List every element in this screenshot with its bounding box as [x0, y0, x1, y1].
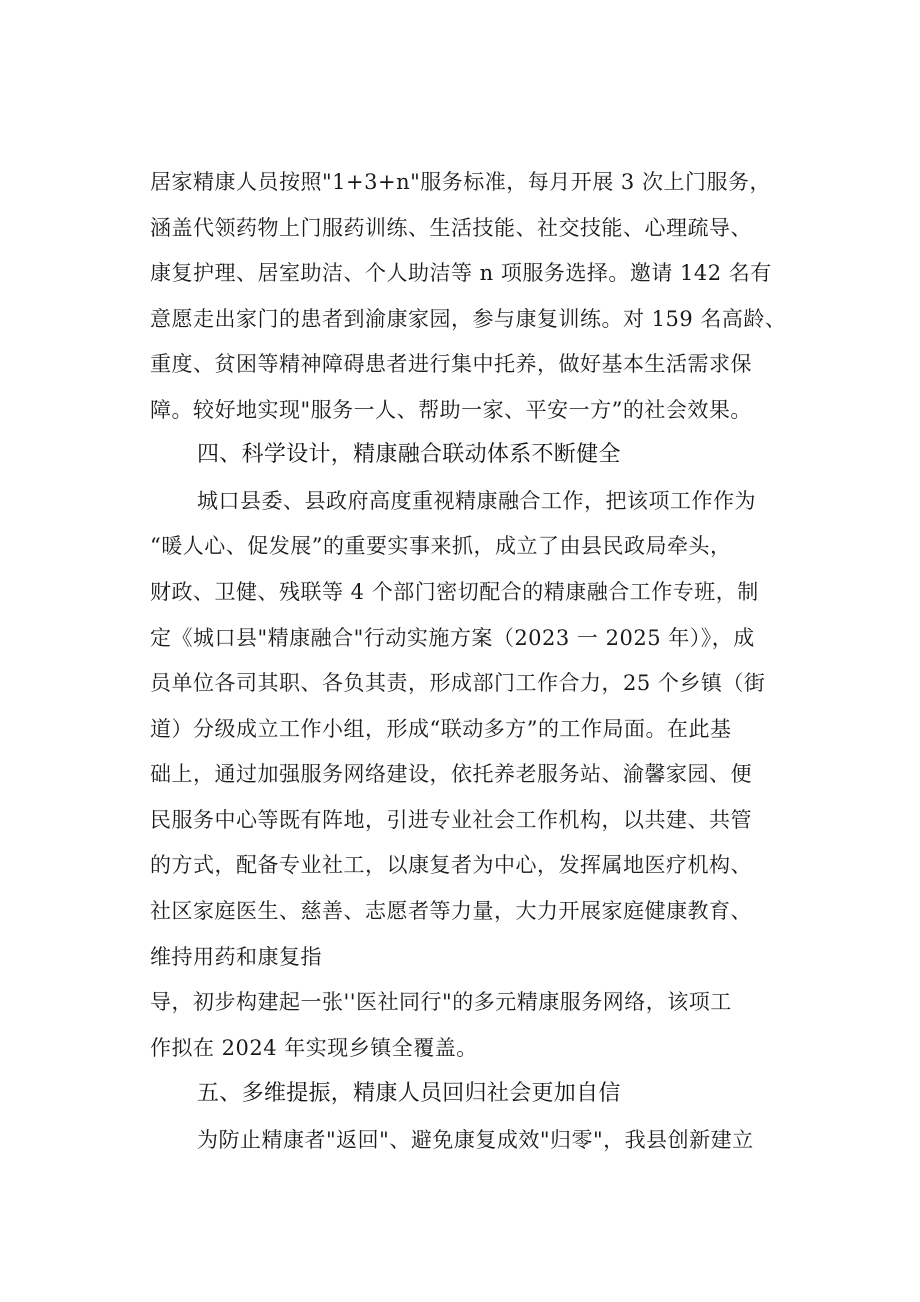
body-text-line: “暖人心、促发展”的重要实事来抓，成立了由县民政局牵头，: [150, 534, 732, 558]
section-heading-5: 五、多维提振，精康人员回归社会更加自信: [197, 1081, 621, 1106]
body-text-line: 础上，通过加强服务网络建设，依托养老服务站、渝馨家园、便: [150, 762, 752, 786]
body-text-line: 意愿走出家门的患者到渝康家园，参与康复训练。对 159 名高龄、: [150, 307, 787, 331]
body-text-line: 为防止精康者"返回"、避免康复成效"归零"，我县创新建立: [197, 1128, 754, 1152]
body-text-line: 道）分级成立工作小组，形成“联动多方”的工作局面。在此基: [150, 717, 732, 741]
body-text-line: 重度、贫困等精神障碍患者进行集中托养，做好基本生活需求保: [150, 352, 752, 376]
body-text-line: 员单位各司其职、各负其责，形成部门工作合力，25 个乡镇（街: [150, 671, 766, 695]
body-text-line: 民服务中心等既有阵地，引进专业社会工作机构，以共建、共管: [150, 808, 752, 832]
body-text-line: 社区家庭医生、慈善、志愿者等力量，大力开展家庭健康教育、: [150, 899, 752, 923]
body-text-line: 导，初步构建起一张''医社同行"的多元精康服务网络，该项工: [150, 990, 732, 1014]
section-heading-4: 四、科学设计，精康融合联动体系不断健全: [197, 442, 621, 467]
body-text-line: 康复护理、居室助洁、个人助洁等 n 项服务选择。邀请 142 名有: [150, 261, 772, 285]
body-text-line: 涵盖代领药物上门服药训练、生活技能、社交技能、心理疏导、: [150, 216, 752, 240]
body-text-line: 的方式，配备专业社工，以康复者为中心，发挥属地医疗机构、: [150, 853, 752, 877]
body-text-line: 作拟在 2024 年实现乡镇全覆盖。: [150, 1036, 478, 1060]
body-text-line: 财政、卫健、残联等 4 个部门密切配合的精康融合工作专班，制: [150, 580, 759, 604]
body-text-line: 居家精康人员按照"1+3+n"服务标准，每月开展 3 次上门服务，: [150, 170, 771, 194]
body-text-line: 障。较好地实现"服务一人、帮助一家、平安一方”的社会效果。: [150, 398, 752, 422]
body-text-line: 城口县委、县政府高度重视精康融合工作，把该项工作作为: [197, 489, 756, 513]
body-text-line: 定《城口县"精康融合"行动实施方案（2023 一 2025 年）》，成: [150, 626, 755, 650]
body-text-line: 维持用药和康复指: [150, 945, 322, 969]
